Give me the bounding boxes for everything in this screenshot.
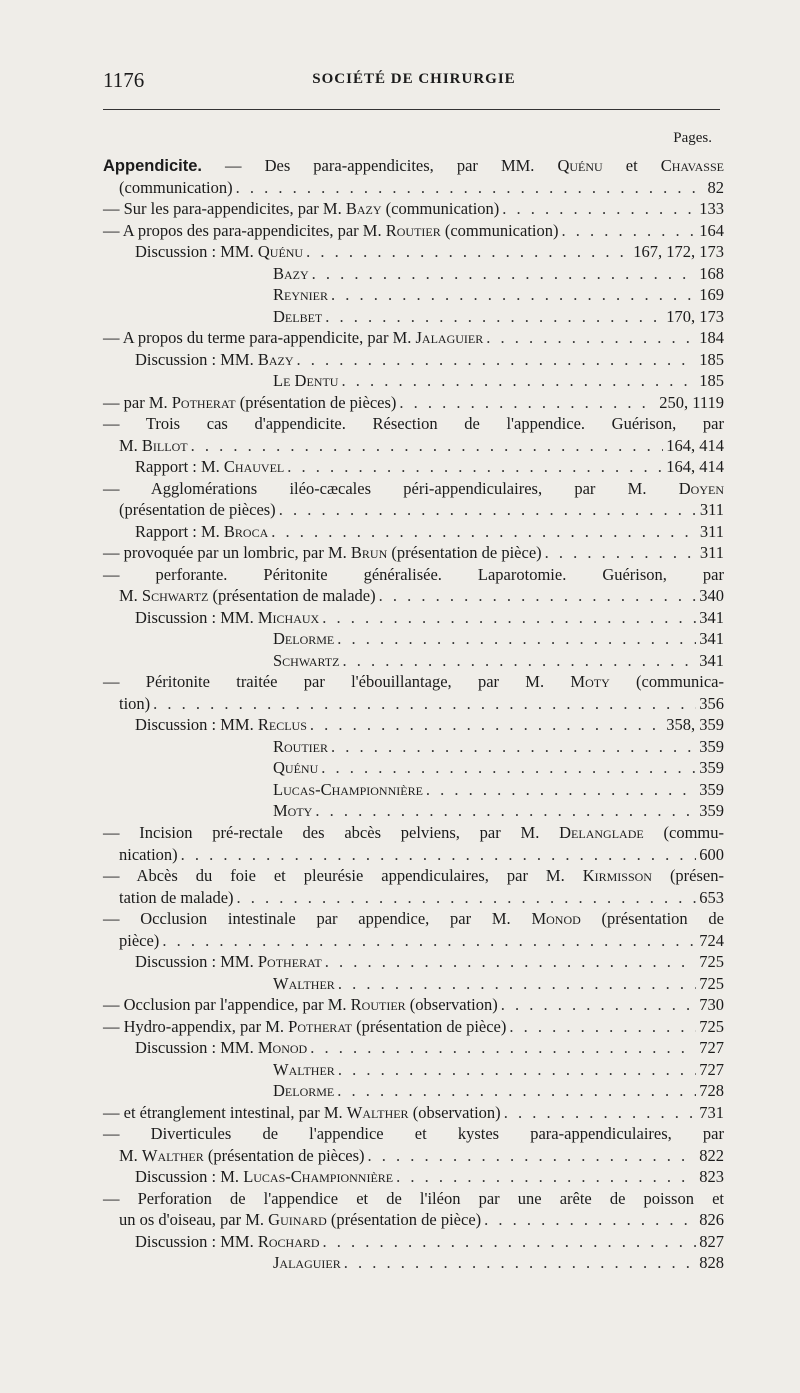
page-reference: 340 <box>699 586 724 606</box>
page-reference: 184 <box>699 328 724 348</box>
dot-leader <box>287 457 663 477</box>
entry-phrase: (présentation de pièces) <box>203 1145 365 1165</box>
dot-leader <box>337 1081 696 1101</box>
index-entries <box>103 156 724 1275</box>
entry-text <box>103 414 724 434</box>
entry-text <box>119 1146 365 1166</box>
index-line <box>103 952 724 974</box>
entry-phrase: — provoquée par un lombric, par M. <box>103 543 351 563</box>
entry-text <box>103 672 724 692</box>
page-reference: 828 <box>699 1253 724 1273</box>
index-line <box>103 1103 724 1125</box>
author-name: Michaux <box>257 607 320 627</box>
author-name: Schwartz <box>273 650 340 670</box>
dot-leader <box>322 608 696 628</box>
index-line <box>103 1189 724 1211</box>
author-name: Chavasse <box>660 156 724 175</box>
page-reference: 168 <box>699 263 724 283</box>
entry-text <box>103 1124 724 1144</box>
author-name: Jalaguier <box>273 1253 341 1273</box>
index-line <box>103 264 724 286</box>
page-reference: 727 <box>699 1059 724 1079</box>
page-reference: 169 <box>699 285 724 305</box>
author-name: Guinard <box>268 1210 327 1230</box>
entry-text <box>103 1189 724 1209</box>
page-reference: 359 <box>699 801 724 821</box>
entry-text <box>119 845 178 865</box>
author-name: Walther <box>141 1145 204 1165</box>
entry-text <box>103 393 396 413</box>
dot-leader <box>331 737 696 757</box>
entry-text <box>103 328 483 348</box>
dot-leader <box>379 586 697 606</box>
entry-text <box>119 500 276 520</box>
dot-leader <box>399 393 656 413</box>
entry-text <box>103 479 724 499</box>
author-name: Broca <box>223 521 269 541</box>
author-name: Doyen <box>678 478 724 498</box>
index-line <box>103 307 724 329</box>
entry-text <box>273 629 334 649</box>
header-rule <box>103 109 720 110</box>
page-reference: 185 <box>699 349 724 369</box>
index-line <box>103 974 724 996</box>
page-reference: 731 <box>699 1102 724 1122</box>
page-reference: 341 <box>699 607 724 627</box>
entry-text <box>273 1081 334 1101</box>
index-line <box>103 672 724 694</box>
entry-phrase: Rapport : M. <box>135 457 224 477</box>
page-reference: 823 <box>699 1167 724 1187</box>
entry-phrase: tation de malade) <box>119 887 234 907</box>
entry-phrase: Discussion : MM. <box>135 1038 258 1058</box>
entry-phrase: — Abcès du foie et pleurésie appendiculaires, par M. <box>103 866 583 886</box>
index-line <box>103 1081 724 1103</box>
entry-text <box>135 952 322 972</box>
dot-leader <box>297 350 697 370</box>
author-name: Moty <box>273 801 313 821</box>
entry-phrase: — A propos des para-appendicites, par M. <box>103 220 386 240</box>
entry-text <box>273 285 328 305</box>
author-name: Kirmisson <box>582 866 652 886</box>
dot-leader <box>501 995 696 1015</box>
entry-phrase: M. <box>119 435 142 455</box>
entry-phrase: — Occlusion par l'appendice, par M. <box>103 995 351 1015</box>
dot-leader <box>504 1103 697 1123</box>
entry-phrase: M. <box>119 586 142 606</box>
page-reference: 822 <box>699 1145 724 1165</box>
index-line <box>103 199 724 221</box>
page-reference: 133 <box>699 199 724 219</box>
index-line <box>103 909 724 931</box>
entry-text <box>135 1232 320 1252</box>
page-reference: 724 <box>699 930 724 950</box>
author-name: Reynier <box>273 285 328 305</box>
author-name: Delanglade <box>559 822 644 842</box>
index-line <box>103 221 724 243</box>
page-reference: 164, 414 <box>666 457 724 477</box>
page-reference: 358, 359 <box>666 715 724 735</box>
index-line <box>103 285 724 307</box>
author-name: Schwartz <box>141 586 209 606</box>
entry-phrase: (observation) <box>408 1102 501 1122</box>
dot-leader <box>306 242 630 262</box>
entry-phrase: — et étranglement intestinal, par M. <box>103 1102 347 1122</box>
entry-phrase: (communication) <box>381 199 500 219</box>
dot-leader <box>191 436 664 456</box>
author-name: Bazy <box>345 199 382 219</box>
entry-text <box>135 1038 307 1058</box>
index-line <box>103 1167 724 1189</box>
index-line <box>103 845 724 867</box>
page-reference: 311 <box>699 543 724 563</box>
page-reference: 311 <box>699 500 724 520</box>
index-line <box>103 931 724 953</box>
entry-phrase: un os d'oiseau, par M. <box>119 1210 269 1230</box>
author-name: Quénu <box>557 156 603 175</box>
index-line <box>103 479 724 501</box>
entry-text <box>273 651 339 671</box>
entry-text <box>119 1210 481 1230</box>
author-name: Walther <box>273 1059 335 1079</box>
author-name: Quénu <box>257 242 304 262</box>
entry-phrase: (observation) <box>405 995 498 1015</box>
author-name: Bazy <box>257 349 294 369</box>
entry-phrase: Discussion : MM. <box>135 607 258 627</box>
entry-phrase: Discussion : MM. <box>135 952 258 972</box>
page-reference: 730 <box>699 995 724 1015</box>
entry-text <box>273 758 318 778</box>
entry-phrase: — Trois cas d'appendicite. Résection de l'appendice. Guérison, par <box>103 414 724 434</box>
entry-phrase: (présentation de <box>580 909 724 929</box>
entry-phrase: — Sur les para-appendicites, par M. <box>103 199 346 219</box>
page-reference: 725 <box>699 1016 724 1036</box>
entry-phrase: — par M. <box>103 392 172 412</box>
dot-leader <box>153 694 696 714</box>
author-name: Walther <box>273 973 335 993</box>
entry-text <box>103 221 559 241</box>
author-name: Monod <box>257 1038 308 1058</box>
index-line <box>103 522 724 544</box>
entry-text <box>119 888 234 908</box>
page-reference: 185 <box>699 371 724 391</box>
dot-leader <box>271 522 697 542</box>
author-name: Routier <box>385 220 441 240</box>
page-reference: 600 <box>699 844 724 864</box>
dot-leader <box>279 500 697 520</box>
index-line <box>103 436 724 458</box>
dot-leader <box>162 931 696 951</box>
entry-phrase: Discussion : MM. <box>135 715 258 735</box>
entry-text <box>273 737 328 757</box>
entry-phrase: — Des para-appendicites, par MM. <box>202 156 558 175</box>
page-reference: 653 <box>699 887 724 907</box>
entry-phrase: — Perforation de l'appendice et de l'iléon par une arête de poisson et <box>103 1188 724 1208</box>
index-line <box>103 393 724 415</box>
entry-phrase: (communication) <box>119 177 233 197</box>
dot-leader <box>236 178 705 198</box>
entry-phrase: (présen- <box>651 866 724 886</box>
entry-text <box>273 780 423 800</box>
dot-leader <box>325 307 663 327</box>
entry-text <box>273 801 312 821</box>
index-line <box>103 715 724 737</box>
dot-leader <box>337 629 696 649</box>
page-reference: 164 <box>699 220 724 240</box>
page-reference: 170, 173 <box>666 306 724 326</box>
index-line <box>103 1232 724 1254</box>
author-name: Brun <box>350 543 388 563</box>
entry-phrase: M. <box>119 1145 142 1165</box>
author-name: Chauvel <box>223 457 285 477</box>
index-line <box>103 780 724 802</box>
entry-text <box>103 995 498 1015</box>
index-line <box>103 866 724 888</box>
author-name: Moty <box>570 672 610 692</box>
index-line <box>103 629 724 651</box>
author-name: Potherat <box>257 952 322 972</box>
entry-phrase: tion) <box>119 693 151 713</box>
entry-phrase: (communica- <box>609 672 725 692</box>
entry-text <box>119 436 188 456</box>
page-reference: 725 <box>699 952 724 972</box>
page-reference: 250, 1119 <box>659 392 724 412</box>
entry-phrase: pièce) <box>119 930 160 950</box>
page-reference: 359 <box>699 736 724 756</box>
index-line <box>103 414 724 436</box>
index-line <box>103 1038 724 1060</box>
entry-text <box>273 1060 335 1080</box>
index-line <box>103 995 724 1017</box>
entry-phrase: nication) <box>119 844 178 864</box>
author-name: Routier <box>273 736 328 756</box>
page-reference: 826 <box>699 1210 724 1230</box>
entry-phrase: (présentation de pièce) <box>326 1210 482 1230</box>
index-line <box>103 758 724 780</box>
entry-phrase: — perforante. Péritonite généralisée. Laparotomie. Guérison, par <box>103 564 724 584</box>
page-reference: 725 <box>699 973 724 993</box>
author-name: Routier <box>350 995 406 1015</box>
index-line <box>103 500 724 522</box>
author-name: Le Dentu <box>273 371 339 391</box>
dot-leader <box>325 952 697 972</box>
entry-text <box>103 156 724 176</box>
entry-phrase: (présentation de pièce) <box>351 1016 507 1036</box>
author-name: Reclus <box>257 715 307 735</box>
entry-phrase: — A propos du terme para-appendicite, par M. <box>103 328 416 348</box>
entry-text <box>119 694 150 714</box>
entry-text <box>103 1103 501 1123</box>
entry-heading: Appendicite. <box>103 157 203 175</box>
index-line <box>103 457 724 479</box>
index-line <box>103 651 724 673</box>
entry-phrase: (présentation de pièces) <box>119 500 276 520</box>
author-name: Billot <box>141 435 188 455</box>
entry-phrase: — Hydro-appendix, par M. <box>103 1016 289 1036</box>
entry-text <box>103 543 542 563</box>
dot-leader <box>368 1146 697 1166</box>
entry-phrase: (présentation de pièces) <box>235 392 397 412</box>
index-line <box>103 350 724 372</box>
entry-text <box>119 931 159 951</box>
entry-phrase: — Occlusion intestinale par appendice, par M. <box>103 909 532 929</box>
entry-text <box>135 457 284 477</box>
dot-leader <box>484 1210 696 1230</box>
dot-leader <box>181 845 697 865</box>
author-name: Walther <box>346 1102 409 1122</box>
dot-leader <box>237 888 697 908</box>
entry-text <box>103 1017 506 1037</box>
author-name: Monod <box>531 909 581 929</box>
index-line <box>103 328 724 350</box>
dot-leader <box>331 285 696 305</box>
index-line <box>103 1210 724 1232</box>
entry-text <box>273 1253 341 1273</box>
dot-leader <box>396 1167 696 1187</box>
entry-text <box>103 909 724 929</box>
author-name: Potherat <box>171 392 236 412</box>
author-name: Jalaguier <box>415 328 484 348</box>
index-line <box>103 1060 724 1082</box>
page-reference: 164, 414 <box>666 435 724 455</box>
author-name: Bazy <box>273 263 309 283</box>
author-name: Lucas-Championnière <box>273 779 423 799</box>
index-line <box>103 1253 724 1275</box>
page-reference: 356 <box>699 693 724 713</box>
index-line <box>103 156 724 178</box>
entry-text <box>135 1167 393 1187</box>
entry-text <box>103 199 499 219</box>
dot-leader <box>486 328 696 348</box>
author-name: Delorme <box>273 1081 335 1101</box>
entry-phrase: (communication) <box>440 220 559 240</box>
pages-column-caption: Pages. <box>673 130 712 146</box>
dot-leader <box>344 1253 697 1273</box>
index-line <box>103 565 724 587</box>
running-title: SOCIÉTÉ DE CHIRURGIE <box>312 71 516 87</box>
index-line <box>103 543 724 565</box>
dot-leader <box>323 1232 697 1252</box>
entry-text <box>135 350 294 370</box>
dot-leader <box>562 221 697 241</box>
page-reference: 341 <box>699 650 724 670</box>
dot-leader <box>315 801 696 821</box>
page-reference: 827 <box>699 1231 724 1251</box>
index-line <box>103 242 724 264</box>
dot-leader <box>545 543 697 563</box>
dot-leader <box>310 715 663 735</box>
author-name: Rochard <box>257 1231 320 1251</box>
index-line <box>103 1017 724 1039</box>
page-reference: 167, 172, 173 <box>633 242 724 262</box>
dot-leader <box>338 1060 696 1080</box>
entry-phrase: Discussion : MM. <box>135 242 258 262</box>
entry-phrase: Discussion : M. <box>135 1167 244 1187</box>
index-line <box>103 737 724 759</box>
entry-phrase: (commu- <box>643 822 724 842</box>
page-reference: 359 <box>699 779 724 799</box>
entry-phrase: et <box>602 156 661 175</box>
page-reference: 359 <box>699 758 724 778</box>
entry-text <box>103 866 724 886</box>
author-name: Lucas-Championnière <box>243 1167 394 1187</box>
dot-leader <box>342 651 696 671</box>
entry-phrase: — Péritonite traitée par l'ébouillantage, par M. <box>103 672 571 692</box>
author-name: Quénu <box>273 758 319 778</box>
dot-leader <box>509 1017 696 1037</box>
entry-text <box>273 974 335 994</box>
dot-leader <box>426 780 696 800</box>
entry-text <box>135 608 319 628</box>
entry-text <box>135 715 307 735</box>
entry-text <box>119 586 376 606</box>
index-line <box>103 694 724 716</box>
author-name: Potherat <box>288 1016 352 1036</box>
entry-phrase: — Incision pré-rectale des abcès pelviens, par M. <box>103 822 560 842</box>
index-line <box>103 888 724 910</box>
index-line <box>103 608 724 630</box>
entry-text <box>273 307 322 327</box>
index-line <box>103 801 724 823</box>
page-reference: 727 <box>699 1038 724 1058</box>
entry-text <box>103 823 724 843</box>
entry-phrase: (présentation de malade) <box>208 586 376 606</box>
author-name: Delbet <box>273 306 323 326</box>
page-reference: 728 <box>699 1081 724 1101</box>
entry-phrase: Discussion : MM. <box>135 1231 258 1251</box>
entry-text <box>273 371 338 391</box>
dot-leader <box>338 974 696 994</box>
index-line <box>103 1124 724 1146</box>
entry-phrase: Discussion : MM. <box>135 349 258 369</box>
dot-leader <box>321 758 696 778</box>
index-line <box>103 178 724 200</box>
dot-leader <box>502 199 696 219</box>
page-number: 1176 <box>103 68 145 92</box>
entry-phrase: Rapport : M. <box>135 521 224 541</box>
entry-text <box>135 242 303 262</box>
index-line <box>103 371 724 393</box>
page-header <box>103 68 725 98</box>
entry-text <box>273 264 309 284</box>
entry-text <box>135 522 268 542</box>
index-line <box>103 1146 724 1168</box>
index-line <box>103 586 724 608</box>
dot-leader <box>312 264 697 284</box>
page-reference: 82 <box>707 177 724 197</box>
entry-phrase: — Diverticules de l'appendice et kystes para-appendiculaires, par <box>103 1124 724 1144</box>
entry-phrase: (présentation de pièce) <box>387 543 542 563</box>
entry-text <box>119 178 233 198</box>
dot-leader <box>341 371 696 391</box>
dot-leader <box>310 1038 696 1058</box>
author-name: Delorme <box>273 629 335 649</box>
entry-text <box>103 565 724 585</box>
page-reference: 341 <box>699 629 724 649</box>
index-line <box>103 823 724 845</box>
entry-phrase: — Agglomérations iléo-cæcales péri-appendiculaires, par M. <box>103 478 679 498</box>
page-reference: 311 <box>699 521 724 541</box>
